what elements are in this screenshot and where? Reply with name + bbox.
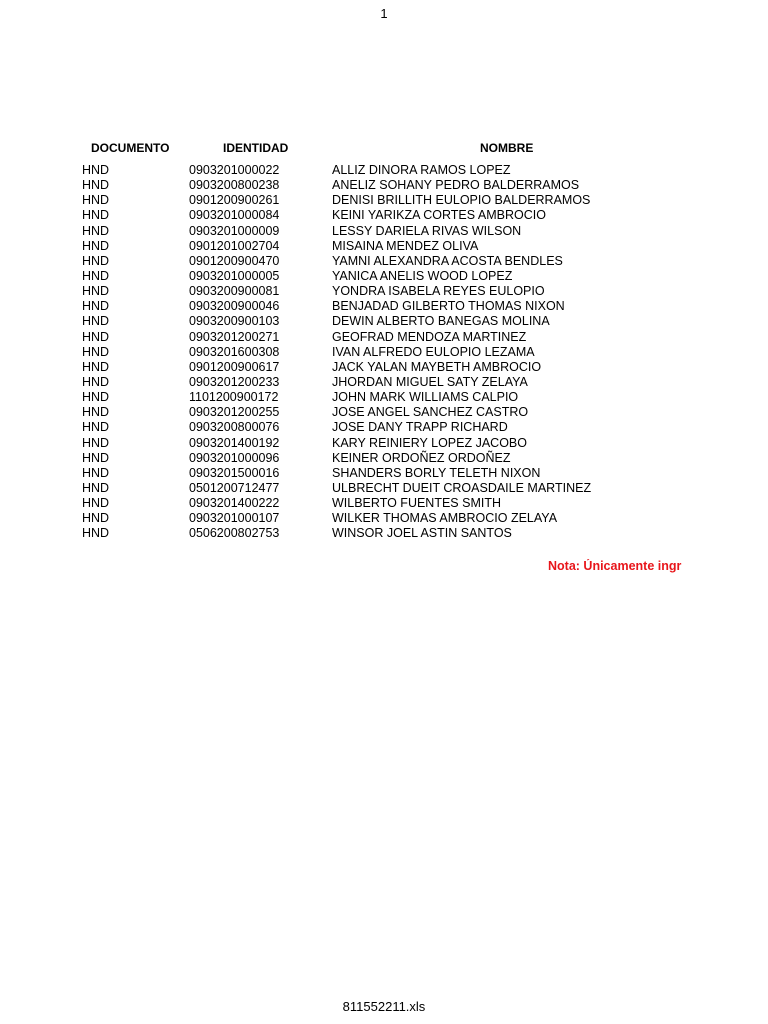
cell-nombre: IVAN ALFREDO EULOPIO LEZAMA — [332, 344, 535, 359]
table-row — [0, 239, 768, 254]
table-header — [0, 141, 768, 157]
cell-nombre: KEINER ORDOÑEZ ORDOÑEZ — [332, 450, 511, 465]
cell-documento: HND — [82, 496, 110, 511]
cell-nombre: GEOFRAD MENDOZA MARTINEZ — [332, 329, 527, 344]
table-row — [0, 405, 768, 420]
cell-identidad: 0501200712477 — [189, 480, 280, 495]
table-row — [0, 330, 768, 345]
cell-documento: HND — [82, 238, 110, 253]
cell-identidad: 0903201000005 — [189, 268, 280, 283]
cell-documento: HND — [82, 450, 110, 465]
cell-nombre: YANICA ANELIS WOOD LOPEZ — [332, 268, 513, 283]
cell-identidad: 0903201500016 — [189, 465, 280, 480]
cell-nombre: JOSE ANGEL SANCHEZ CASTRO — [332, 405, 529, 420]
table-row — [0, 436, 768, 451]
cell-identidad: 1101200900172 — [189, 390, 279, 405]
table-row — [0, 481, 768, 496]
cell-documento: HND — [82, 405, 110, 420]
table-row — [0, 314, 768, 329]
table-row — [0, 496, 768, 511]
cell-documento: HND — [82, 526, 110, 541]
table-row — [0, 254, 768, 269]
cell-identidad: 0901200900617 — [189, 359, 280, 374]
cell-nombre: DEWIN ALBERTO BANEGAS MOLINA — [332, 314, 550, 329]
cell-identidad: 0903201200233 — [189, 374, 280, 389]
cell-nombre: MISAINA MENDEZ OLIVA — [332, 238, 479, 253]
table-row — [0, 375, 768, 390]
cell-documento: HND — [82, 344, 110, 359]
table-row — [0, 466, 768, 481]
cell-documento: HND — [82, 178, 110, 193]
cell-nombre: WINSOR JOEL ASTIN SANTOS — [332, 526, 512, 541]
table-row — [0, 390, 768, 405]
cell-documento: HND — [82, 284, 110, 299]
cell-identidad: 0903201000096 — [189, 450, 280, 465]
cell-identidad: 0903200800238 — [189, 178, 280, 193]
cell-nombre: ANELIZ SOHANY PEDRO BALDERRAMOS — [332, 178, 580, 193]
cell-documento: HND — [82, 314, 110, 329]
cell-nombre: DENISI BRILLITH EULOPIO BALDERRAMOS — [332, 193, 591, 208]
cell-identidad: 0903201000009 — [189, 223, 280, 238]
cell-documento: HND — [82, 223, 110, 238]
cell-nombre: ALLIZ DINORA RAMOS LOPEZ — [332, 163, 511, 177]
cell-nombre: ULBRECHT DUEIT CROASDAILE MARTINEZ — [332, 480, 592, 495]
cell-nombre: BENJADAD GILBERTO THOMAS NIXON — [332, 299, 565, 314]
cell-identidad: 0901200900261 — [189, 193, 280, 208]
table-row — [0, 284, 768, 299]
cell-identidad: 0903201400222 — [189, 496, 280, 511]
table-row — [0, 511, 768, 526]
table-row — [0, 345, 768, 360]
cell-documento: HND — [82, 359, 110, 374]
cell-documento: HND — [82, 253, 110, 268]
table-row — [0, 526, 768, 541]
cell-identidad: 0903200800076 — [189, 420, 280, 435]
cell-identidad: 0903201000107 — [189, 511, 280, 526]
cell-nombre: SHANDERS BORLY TELETH NIXON — [332, 465, 541, 480]
table-row — [0, 178, 768, 193]
cell-documento: HND — [82, 299, 110, 314]
cell-nombre: JACK YALAN MAYBETH AMBROCIO — [332, 359, 542, 374]
cell-documento: HND — [82, 193, 110, 208]
cell-nombre: LESSY DARIELA RIVAS WILSON — [332, 223, 522, 238]
cell-identidad: 0903201400192 — [189, 435, 280, 450]
cell-identidad: 0903201000022 — [189, 163, 280, 177]
cell-identidad: 0903201000084 — [189, 208, 280, 223]
cell-nombre: KEINI YARIKZA CORTES AMBROCIO — [332, 208, 546, 223]
file-name-footer: 811552211.xls — [342, 999, 426, 1014]
cell-documento: HND — [82, 374, 110, 389]
table-row — [0, 420, 768, 435]
cell-nombre: JOSE DANY TRAPP RICHARD — [332, 420, 508, 435]
cell-identidad: 0901200900470 — [189, 253, 280, 268]
cell-nombre: YAMNI ALEXANDRA ACOSTA BENDLES — [332, 253, 563, 268]
cell-documento: HND — [82, 435, 110, 450]
table-row — [0, 269, 768, 284]
header-nombre: NOMBRE — [480, 141, 534, 155]
table-row — [0, 360, 768, 375]
note-text: Nota: Únicamente ingr — [548, 559, 682, 573]
cell-documento: HND — [82, 420, 110, 435]
table-row — [0, 208, 768, 223]
cell-nombre: WILBERTO FUENTES SMITH — [332, 496, 502, 511]
cell-identidad: 0903201200271 — [189, 329, 280, 344]
header-identidad: IDENTIDAD — [223, 141, 289, 155]
table-row — [0, 163, 768, 178]
header-documento: DOCUMENTO — [91, 141, 170, 155]
table-row — [0, 193, 768, 208]
cell-identidad: 0903201600308 — [189, 344, 280, 359]
cell-documento: HND — [82, 208, 110, 223]
cell-identidad: 0506200802753 — [189, 526, 280, 541]
cell-documento: HND — [82, 163, 110, 177]
cell-documento: HND — [82, 465, 110, 480]
cell-documento: HND — [82, 329, 110, 344]
cell-identidad: 0903200900081 — [189, 284, 280, 299]
cell-identidad: 0903200900103 — [189, 314, 280, 329]
table-row — [0, 451, 768, 466]
cell-identidad: 0903200900046 — [189, 299, 280, 314]
cell-documento: HND — [82, 268, 110, 283]
cell-nombre: KARY REINIERY LOPEZ JACOBO — [332, 435, 527, 450]
cell-nombre: WILKER THOMAS AMBROCIO ZELAYA — [332, 511, 558, 526]
cell-documento: HND — [82, 390, 110, 405]
table-body — [0, 163, 768, 542]
cell-documento: HND — [82, 480, 110, 495]
cell-nombre: YONDRA ISABELA REYES EULOPIO — [332, 284, 545, 299]
page-number: 1 — [380, 6, 388, 21]
cell-nombre: JOHN MARK WILLIAMS CALPIO — [332, 390, 519, 405]
cell-nombre: JHORDAN MIGUEL SATY ZELAYA — [332, 374, 528, 389]
table-row — [0, 224, 768, 239]
cell-documento: HND — [82, 511, 110, 526]
cell-identidad: 0901201002704 — [189, 238, 280, 253]
cell-identidad: 0903201200255 — [189, 405, 280, 420]
table-row — [0, 299, 768, 314]
